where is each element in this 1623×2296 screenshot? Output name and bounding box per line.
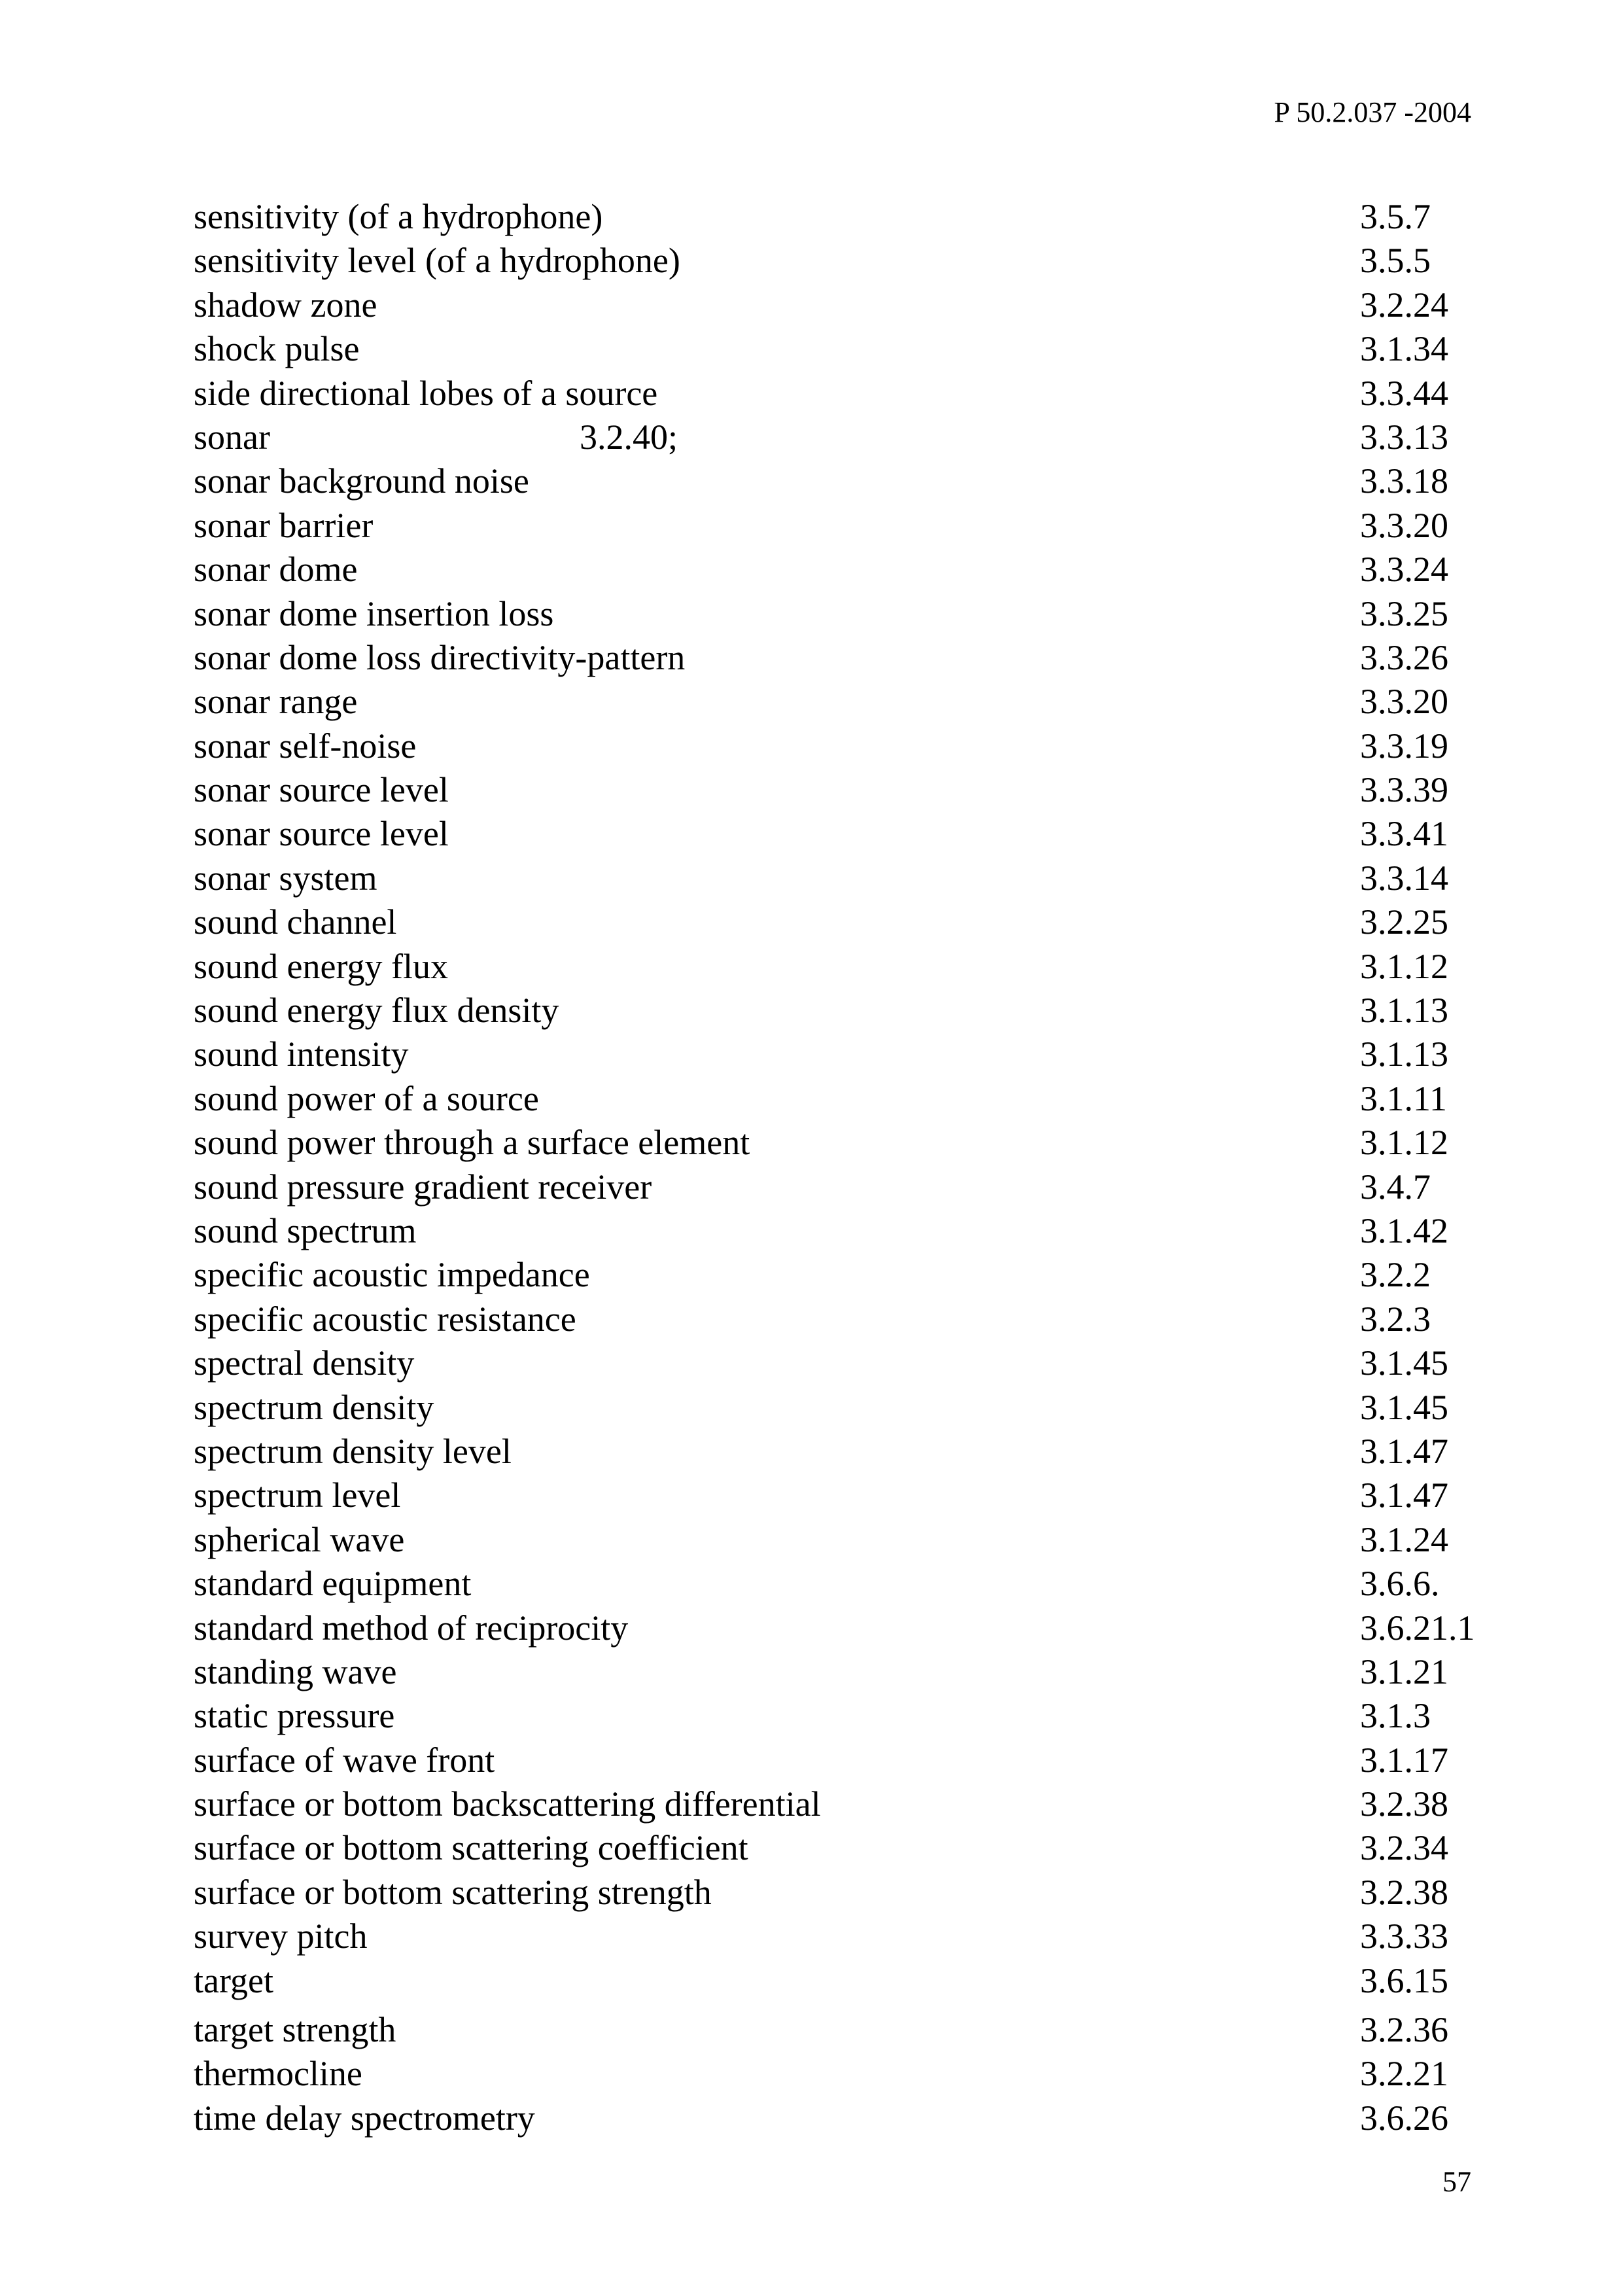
- index-reference: 3.1.45: [1360, 1387, 1448, 1427]
- index-reference: 3.1.12: [1360, 946, 1448, 986]
- index-term: sonar background noise: [194, 461, 529, 501]
- index-term: static pressure: [194, 1696, 395, 1736]
- index-entry: [194, 1386, 1502, 1430]
- index-entry: [194, 1826, 1502, 1870]
- index-term: sonar: [194, 417, 270, 457]
- index-reference: 3.1.21: [1360, 1651, 1448, 1691]
- index-entry: [194, 989, 1502, 1033]
- index-entry: [194, 283, 1502, 327]
- index-term: standard method of reciprocity: [194, 1608, 629, 1648]
- index-entry: [194, 1430, 1502, 1474]
- index-reference: 3.6.21.1: [1360, 1608, 1475, 1648]
- index-term: side directional lobes of a source: [194, 373, 658, 413]
- index-reference: 3.1.17: [1360, 1740, 1448, 1780]
- index-term: surface or bottom backscattering differential: [194, 1784, 821, 1824]
- index-reference: 3.1.12: [1360, 1123, 1448, 1163]
- index-term: standard equipment: [194, 1564, 472, 1604]
- index-reference: 3.3.33: [1360, 1916, 1448, 1956]
- index-reference: 3.1.45: [1360, 1343, 1448, 1383]
- index-entry: [194, 1209, 1502, 1253]
- index-extra-reference: 3.2.40;: [579, 417, 678, 457]
- index-entry: [194, 1298, 1502, 1341]
- index-term: sound intensity: [194, 1034, 409, 1074]
- index-reference: 3.3.39: [1360, 770, 1448, 810]
- index-entry: [194, 1871, 1502, 1915]
- index-reference: 3.3.41: [1360, 814, 1448, 854]
- index-term: spherical wave: [194, 1519, 405, 1559]
- index-entry: [194, 2096, 1502, 2140]
- index-reference: 3.3.13: [1360, 417, 1448, 457]
- index-term: spectral density: [194, 1343, 415, 1383]
- index-entry: [194, 548, 1502, 592]
- index-reference: 3.2.38: [1360, 1784, 1448, 1824]
- index-reference: 3.6.26: [1360, 2098, 1448, 2138]
- index-entry: [194, 1474, 1502, 1517]
- index-entry: [194, 900, 1502, 944]
- index-entry: [194, 372, 1502, 415]
- index-entry: [194, 1562, 1502, 1606]
- index-entry: [194, 2008, 1502, 2052]
- index-reference: 3.5.7: [1360, 197, 1431, 236]
- index-term: sound spectrum: [194, 1210, 417, 1250]
- index-term: sound channel: [194, 902, 397, 942]
- index-entry: [194, 195, 1502, 239]
- index-term: spectrum level: [194, 1475, 401, 1515]
- index-reference: 3.3.24: [1360, 550, 1448, 590]
- index-term: sound power through a surface element: [194, 1123, 750, 1163]
- index-entry: [194, 945, 1502, 989]
- index-reference: 3.2.3: [1360, 1299, 1431, 1339]
- index-reference: 3.2.21: [1360, 2054, 1448, 2094]
- index-term: surface of wave front: [194, 1740, 495, 1780]
- index-term: target strength: [194, 2010, 396, 2050]
- index-entry: [194, 1606, 1502, 1650]
- page-number: 57: [1442, 2166, 1471, 2198]
- index-term: sound pressure gradient receiver: [194, 1167, 652, 1207]
- index-entry: [194, 1782, 1502, 1826]
- index-term: sonar dome loss directivity-pattern: [194, 637, 686, 677]
- index-entry: [194, 1341, 1502, 1385]
- index-reference: 3.3.20: [1360, 505, 1448, 545]
- index-reference: 3.2.24: [1360, 285, 1448, 325]
- index-entry: [194, 812, 1502, 856]
- index-reference: 3.1.47: [1360, 1475, 1448, 1515]
- index-term: sound energy flux: [194, 946, 448, 986]
- index-reference: 3.1.42: [1360, 1210, 1448, 1250]
- index-entry: [194, 2052, 1502, 2096]
- index-term: spectrum density: [194, 1387, 434, 1427]
- index-term: shock pulse: [194, 329, 360, 369]
- index-entry: [194, 1253, 1502, 1297]
- index-reference: 3.2.38: [1360, 1872, 1448, 1912]
- index-reference: 3.2.25: [1360, 902, 1448, 942]
- index-entry: [194, 724, 1502, 768]
- index-term: sonar self-noise: [194, 726, 417, 766]
- index-reference: 3.3.44: [1360, 373, 1448, 413]
- term-index-list: [194, 195, 1502, 2140]
- index-entry: [194, 239, 1502, 283]
- index-term: thermocline: [194, 2054, 362, 2094]
- index-reference: 3.1.24: [1360, 1519, 1448, 1559]
- index-reference: 3.3.25: [1360, 593, 1448, 633]
- index-reference: 3.6.6.: [1360, 1564, 1440, 1604]
- index-term: sonar barrier: [194, 505, 374, 545]
- index-reference: 3.3.20: [1360, 682, 1448, 722]
- index-reference: 3.3.26: [1360, 637, 1448, 677]
- index-reference: 3.6.15: [1360, 1960, 1448, 2000]
- index-reference: 3.2.36: [1360, 2010, 1448, 2050]
- index-entry: [194, 1915, 1502, 1958]
- index-term: specific acoustic resistance: [194, 1299, 576, 1339]
- index-reference: 3.2.34: [1360, 1828, 1448, 1868]
- index-term: standing wave: [194, 1651, 397, 1691]
- index-term: target: [194, 1960, 273, 2000]
- index-reference: 3.3.14: [1360, 858, 1448, 898]
- index-term: survey pitch: [194, 1916, 368, 1956]
- index-entry: [194, 1518, 1502, 1562]
- index-entry: [194, 768, 1502, 812]
- index-reference: 3.1.3: [1360, 1696, 1431, 1736]
- index-term: spectrum density level: [194, 1431, 512, 1471]
- index-entry: [194, 1739, 1502, 1782]
- index-term: sound energy flux density: [194, 991, 559, 1031]
- index-reference: 3.1.13: [1360, 1034, 1448, 1074]
- index-entry: [194, 1165, 1502, 1209]
- index-entry: [194, 636, 1502, 680]
- index-entry: [194, 857, 1502, 900]
- index-entry: [194, 1694, 1502, 1738]
- index-term: sonar dome: [194, 550, 358, 590]
- index-term: surface or bottom scattering coefficient: [194, 1828, 748, 1868]
- index-term: surface or bottom scattering strength: [194, 1872, 712, 1912]
- index-entry: [194, 680, 1502, 724]
- index-term: sensitivity level (of a hydrophone): [194, 241, 680, 281]
- index-entry: [194, 504, 1502, 548]
- index-entry: [194, 1033, 1502, 1076]
- index-entry: [194, 459, 1502, 503]
- index-entry: [194, 1959, 1502, 2003]
- index-reference: 3.2.2: [1360, 1255, 1431, 1295]
- index-term: sonar source level: [194, 814, 449, 854]
- index-reference: 3.4.7: [1360, 1167, 1431, 1207]
- index-reference: 3.5.5: [1360, 241, 1431, 281]
- document-code-header: P 50.2.037 -2004: [1274, 96, 1471, 128]
- index-entry: [194, 592, 1502, 636]
- index-reference: 3.3.18: [1360, 461, 1448, 501]
- index-reference: 3.3.19: [1360, 726, 1448, 766]
- index-term: specific acoustic impedance: [194, 1255, 590, 1295]
- index-term: time delay spectrometry: [194, 2098, 535, 2138]
- index-term: sonar source level: [194, 770, 449, 810]
- index-entry: [194, 1077, 1502, 1121]
- index-reference: 3.1.47: [1360, 1431, 1448, 1471]
- index-entry: [194, 1650, 1502, 1694]
- index-term: sound power of a source: [194, 1078, 539, 1118]
- index-term: sonar system: [194, 858, 377, 898]
- index-entry: [194, 1121, 1502, 1165]
- index-entry: [194, 327, 1502, 371]
- index-term: sonar dome insertion loss: [194, 593, 554, 633]
- index-term: shadow zone: [194, 285, 377, 325]
- index-term: sensitivity (of a hydrophone): [194, 197, 603, 236]
- index-entry: [194, 415, 1502, 459]
- index-reference: 3.1.13: [1360, 991, 1448, 1031]
- index-term: sonar range: [194, 682, 358, 722]
- index-reference: 3.1.34: [1360, 329, 1448, 369]
- index-reference: 3.1.11: [1360, 1078, 1447, 1118]
